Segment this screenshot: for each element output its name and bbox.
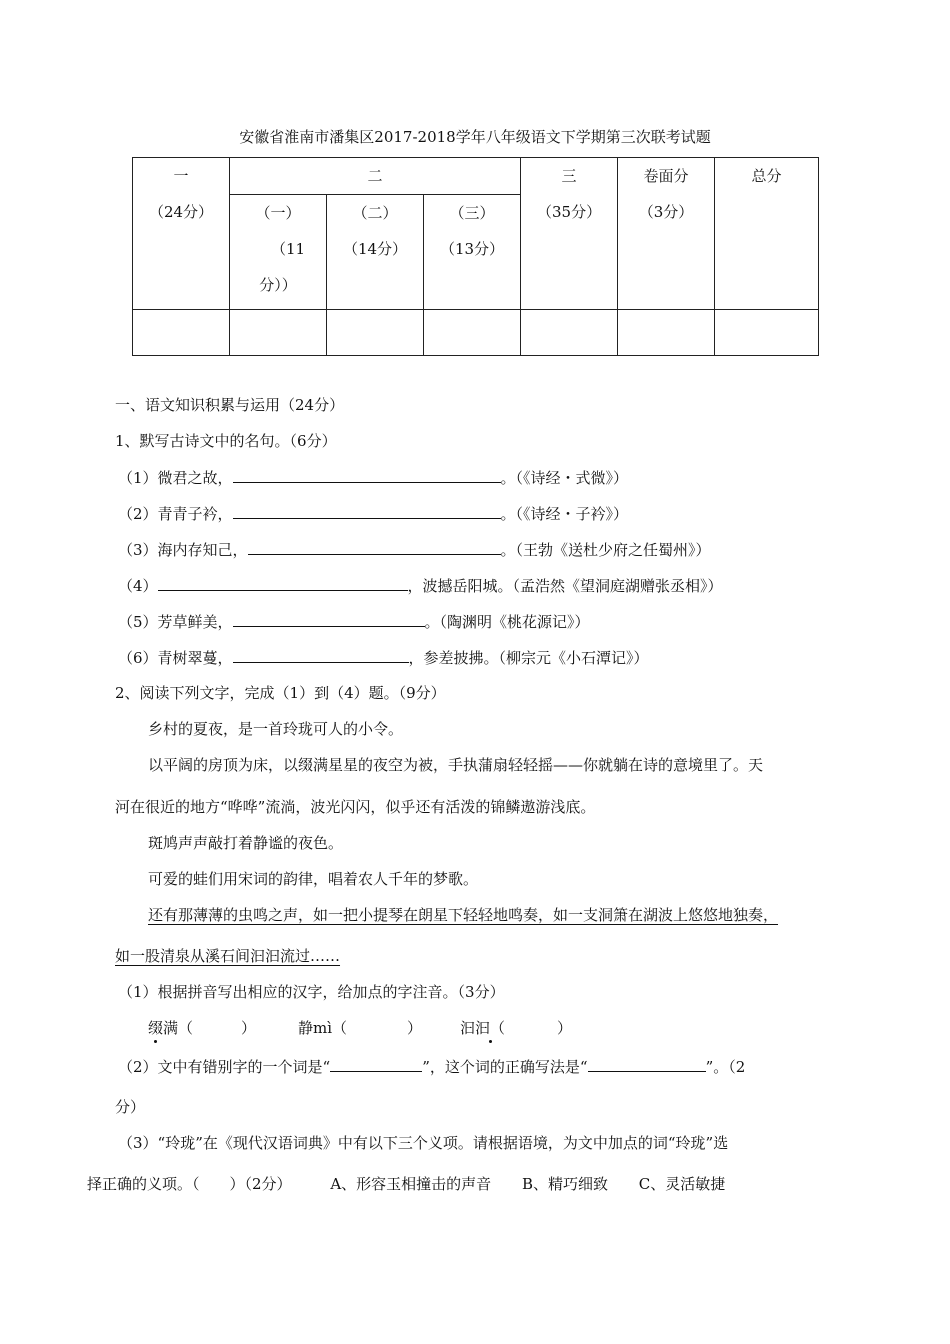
passage-line: 以平阔的房顶为床，以缀满星星的夜空为被，手执蒲扇轻轻摇——你就躺在诗的意境里了。天 [148, 756, 764, 774]
score-blank-6[interactable] [618, 310, 715, 356]
score-blank-1[interactable] [133, 310, 230, 356]
q1-item-2: （2）青青子衿， 。（《诗经・子衿》） [118, 502, 628, 524]
pinyin-item-1: 缀满（ ） [148, 1019, 257, 1037]
score-blank-3[interactable] [327, 310, 424, 356]
score-col-3: 三 （35分） [521, 158, 618, 310]
q1-item-6: （6）青树翠蔓， ，参差披拂。（柳宗元《小石潭记》） [118, 646, 649, 668]
q2-sub-3: （3）“玲珑”在《现代汉语词典》中有以下三个义项。请根据语境，为文中加点的词“玲珑”选 [118, 1134, 729, 1152]
q1-item-4: （4） ，波撼岳阳城。（孟浩然《望洞庭湖赠张丞相》） [118, 574, 723, 596]
q2-sub-3-cont: 择正确的义项。（ ）（2分） A、形容玉相撞击的声音 B、精巧细致 C、灵活敏捷 [87, 1175, 726, 1193]
answer-blank-4[interactable] [158, 574, 408, 591]
option-a: A、形容玉相撞击的声音 [330, 1175, 492, 1193]
page-title: 安徽省淮南市潘集区2017-2018学年八年级语文下学期第三次联考试题 [239, 128, 711, 146]
answer-blank-3[interactable] [248, 538, 501, 555]
question-1-heading: 1、默写古诗文中的名句。（6分） [115, 432, 337, 450]
score-blank-7[interactable] [715, 310, 819, 356]
answer-blank-2[interactable] [233, 502, 501, 519]
answer-blank-1[interactable] [233, 466, 501, 483]
section-heading: 一、语文知识积累与运用（24分） [115, 396, 345, 414]
q1-item-1: （1）微君之故， 。（《诗经・式微》） [118, 466, 628, 488]
score-col-2: 二 [230, 158, 521, 195]
q2-sub-2-cont: 分） [115, 1098, 146, 1116]
answer-blank-5[interactable] [233, 610, 425, 627]
option-c: C、灵活敏捷 [638, 1175, 726, 1193]
score-col-4: 卷面分 （3分） [618, 158, 715, 310]
pinyin-item-3: 汩汩（ ） [460, 1019, 573, 1037]
passage-line: 可爱的蛙们用宋词的韵律，唱着农人千年的梦歌。 [148, 870, 479, 888]
score-sub-3: （三） （13分） [424, 195, 521, 310]
q1-item-3: （3）海内存知己， 。（王勃《送杜少府之任蜀州》） [118, 538, 711, 560]
answer-blank-6[interactable] [233, 646, 409, 663]
passage-underlined-line: 还有那薄薄的虫鸣之声，如一把小提琴在朗星下轻轻地鸣奏，如一支洞箫在湖波上悠悠地独奏， [148, 906, 779, 924]
q2-sub-2: （2）文中有错别字的一个词是“ ”，这个词的正确写法是“ ”。（2 [118, 1055, 745, 1077]
pinyin-item-2: 静mì（ ） [298, 1019, 423, 1037]
score-col-1: 一 （24分） [133, 158, 230, 310]
score-sub-1: （一） （11 分）） [230, 195, 327, 310]
passage-underlined-line: 如一股清泉从溪石间汩汩流过…… [115, 947, 341, 965]
score-blank-2[interactable] [230, 310, 327, 356]
option-b: B、精巧细致 [521, 1175, 608, 1193]
score-col-5: 总分 [715, 158, 819, 310]
q1-item-5: （5）芳草鲜美， 。（陶渊明《桃花源记》） [118, 610, 590, 632]
passage-line: 乡村的夏夜，是一首玲珑可人的小令。 [148, 720, 404, 738]
score-blank-4[interactable] [424, 310, 521, 356]
passage-line: 斑鸠声声敲打着静谧的夜色。 [148, 834, 344, 852]
q2-sub-1: （1）根据拼音写出相应的汉字，给加点的字注音。（3分） [118, 983, 505, 1001]
correct-word-blank[interactable] [588, 1055, 706, 1072]
wrong-word-blank[interactable] [330, 1055, 422, 1072]
passage-line: 河在很近的地方“哗哗”流淌，波光闪闪，似乎还有活泼的锦鳞遨游浅底。 [115, 798, 596, 816]
score-blank-5[interactable] [521, 310, 618, 356]
score-sub-2: （二） （14分） [327, 195, 424, 310]
score-table [132, 157, 819, 356]
question-2-heading: 2、阅读下列文字，完成（1）到（4）题。（9分） [115, 684, 446, 702]
